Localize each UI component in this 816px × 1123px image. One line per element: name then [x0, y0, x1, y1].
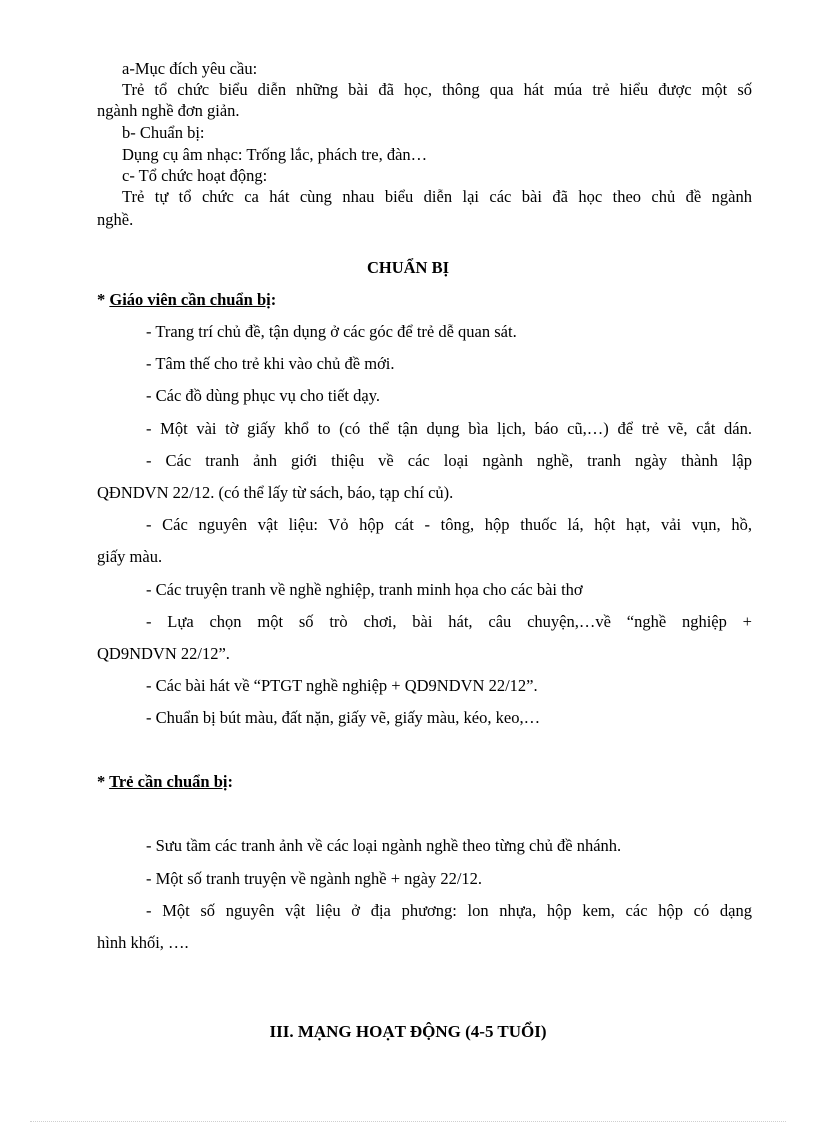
- children-item-1: - Sưu tầm các tranh ảnh về các loại ngành nghề theo từng chủ đề nhánh.: [146, 836, 622, 855]
- section-a-heading: a-Mục đích yêu cầu:: [122, 59, 258, 78]
- section-b-paragraph: Dụng cụ âm nhạc: Trống lắc, phách tre, đàn…: [122, 145, 428, 164]
- teacher-item-9: - Các bài hát về “PTGT nghề nghiệp + QD9NDVN 22/12”.: [146, 676, 538, 695]
- teacher-item-3: - Các đồ dùng phục vụ cho tiết dạy.: [146, 386, 380, 405]
- teacher-star: *: [97, 290, 106, 309]
- children-star: *: [97, 772, 106, 791]
- teacher-item-6-line1: - Các nguyên vật liệu: Vỏ hộp cát - tông, hộp thuốc lá, hột hạt, vải vụn, hồ,: [146, 515, 752, 534]
- section-c-paragraph-line1: Trẻ tự tổ chức ca hát cùng nhau biểu diễn lại các bài đã học theo chủ đề ngành: [122, 187, 752, 206]
- section-iii-title: III. MẠNG HOẠT ĐỘNG (4-5 TUỔI): [269, 1022, 547, 1041]
- page-bottom-divider: [30, 1121, 786, 1122]
- teacher-heading-colon: :: [270, 290, 277, 309]
- children-heading-text: Trẻ cần chuẩn bị: [109, 772, 228, 791]
- children-heading-colon: :: [227, 772, 233, 791]
- section-c-heading: c- Tổ chức hoạt động:: [122, 166, 268, 185]
- teacher-item-5-line1: - Các tranh ảnh giới thiệu về các loại ngành nghề, tranh ngày thành lập: [146, 451, 752, 470]
- section-c-paragraph-line2: nghề.: [97, 210, 134, 229]
- children-prep-heading: [97, 772, 233, 792]
- prep-title: CHUẨN BỊ: [366, 258, 450, 277]
- section-a-paragraph-line1: Trẻ tổ chức biểu diễn những bài đã học, thông qua hát múa trẻ hiểu được một số: [122, 80, 752, 99]
- teacher-item-7: - Các truyện tranh về nghề nghiệp, tranh minh họa cho các bài thơ: [146, 580, 583, 599]
- children-item-3-line2: hình khối, ….: [97, 933, 189, 952]
- teacher-heading-text: Giáo viên cần chuẩn bị: [109, 290, 271, 309]
- teacher-item-5-line2: QĐNDVN 22/12. (có thể lấy từ sách, báo, tạp chí củ).: [97, 483, 454, 502]
- children-item-3-line1: - Một số nguyên vật liệu ở địa phương: lon nhựa, hộp kem, các hộp có dạng: [146, 901, 752, 920]
- section-b-heading: b- Chuẩn bị:: [122, 123, 205, 142]
- children-item-2: - Một số tranh truyện về ngành nghề + ngày 22/12.: [146, 869, 483, 888]
- section-a-paragraph-line2: ngành nghề đơn giản.: [97, 101, 240, 120]
- teacher-item-1: - Trang trí chủ đề, tận dụng ở các góc để trẻ dễ quan sát.: [146, 322, 517, 341]
- teacher-item-8-line1: - Lựa chọn một số trò chơi, bài hát, câu chuyện,…về “nghề nghiệp +: [146, 612, 752, 631]
- teacher-item-8-line2: QD9NDVN 22/12”.: [97, 644, 230, 663]
- teacher-item-2: - Tâm thế cho trẻ khi vào chủ đề mới.: [146, 354, 395, 373]
- teacher-prep-heading: [97, 290, 276, 310]
- teacher-item-10: - Chuẩn bị bút màu, đất nặn, giấy vẽ, giấy màu, kéo, keo,…: [146, 708, 541, 727]
- teacher-item-4: - Một vài tờ giấy khổ to (có thể tận dụng bìa lịch, báo cũ,…) để trẻ vẽ, cắt dán.: [146, 419, 752, 438]
- teacher-item-6-line2: giấy màu.: [97, 547, 163, 566]
